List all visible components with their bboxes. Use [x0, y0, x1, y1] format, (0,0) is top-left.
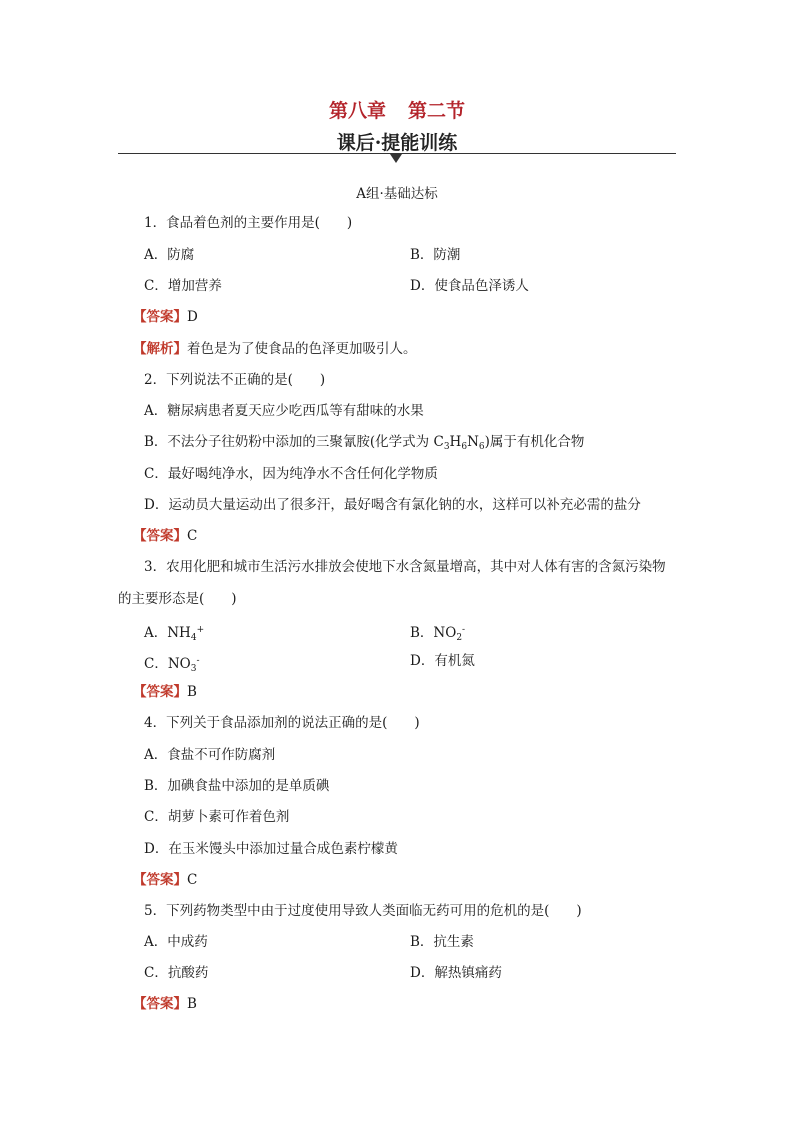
q2-option-a: A．糖尿病患者夏天应少吃西瓜等有甜味的水果: [144, 403, 424, 419]
q3-answer: [133, 683, 197, 701]
q3-option-d: D．有机氮: [410, 653, 475, 669]
q4-answer-value: C: [187, 872, 198, 888]
answer-tag: 【答案】: [133, 872, 187, 888]
chapter-title: [0, 96, 794, 123]
q4-option-d: D．在玉米馒头中添加过量合成色素柠檬黄: [144, 841, 398, 857]
q1-option-b: B．防潮: [410, 247, 461, 263]
q3-stem-line1: 3．农用化肥和城市生活污水排放会使地下水含氮量增高，其中对人体有害的含氮污染物: [144, 559, 666, 575]
q2-answer-value: C: [187, 528, 198, 544]
analysis-tag: 【解析】: [133, 341, 187, 357]
section-label: 第二节: [408, 100, 466, 122]
q5-option-b: B．抗生素: [410, 934, 474, 950]
q4-option-b: B．加碘食盐中添加的是单质碘: [144, 778, 330, 794]
q3-stem-line2: 的主要形态是( ): [118, 591, 237, 607]
answer-tag: 【答案】: [133, 996, 187, 1012]
answer-tag: 【答案】: [133, 684, 187, 700]
q4-option-c: C．胡萝卜素可作着色剂: [144, 809, 290, 825]
q3-option-a: A．$NH_4^+$: [144, 625, 205, 643]
chapter-label: 第八章: [328, 100, 386, 122]
q5-answer-value: B: [187, 996, 197, 1012]
q2-answer: [133, 527, 197, 545]
q4-option-a: A．食盐不可作防腐剂: [144, 747, 276, 763]
answer-tag: 【答案】: [133, 528, 187, 544]
triangle-marker-icon: [390, 154, 402, 163]
q5-option-d: D．解热镇痛药: [410, 965, 502, 981]
q1-option-d: D．使食品色泽诱人: [410, 278, 529, 294]
q5-option-a: A．中成药: [144, 934, 208, 950]
q1-stem: 1．食品着色剂的主要作用是( ): [144, 215, 353, 231]
q4-stem: 4．下列关于食品添加剂的说法正确的是( ): [144, 715, 420, 731]
q5-stem: 5．下列药物类型中由于过度使用导致人类面临无药可用的危机的是( ): [144, 903, 582, 919]
q2-option-c: C．最好喝纯净水，因为纯净水不含任何化学物质: [144, 466, 438, 482]
q3-option-c: C．$NO_3^-$: [144, 656, 200, 674]
page-subtitle: 课后·提能训练: [336, 132, 458, 154]
q2-option-b: B．不法分子往奶粉中添加的三聚氰胺(化学式为 $C_3H_6N_6$)属于有机化合物: [144, 434, 585, 452]
q1-answer-value: D: [187, 309, 198, 325]
q1-analysis-text: 着色是为了使食品的色泽更加吸引人。: [187, 341, 417, 357]
q5-answer: [133, 995, 197, 1013]
q1-option-a: A．防腐: [144, 247, 195, 263]
q2-option-d: D．运动员大量运动出了很多汗，最好喝含有氯化钠的水，这样可以补充必需的盐分: [144, 497, 641, 513]
q1-option-c: C．增加营养: [144, 278, 222, 294]
answer-tag: 【答案】: [133, 309, 187, 325]
group-title: A组·基础达标: [356, 186, 438, 202]
q2-stem: 2．下列说法不正确的是( ): [144, 372, 326, 388]
q1-answer: [133, 308, 198, 326]
q5-option-c: C．抗酸药: [144, 965, 209, 981]
q1-analysis: [133, 340, 417, 358]
q3-answer-value: B: [187, 684, 197, 700]
q4-answer: [133, 871, 197, 889]
q3-option-b: B．$NO_2^-$: [410, 625, 466, 643]
